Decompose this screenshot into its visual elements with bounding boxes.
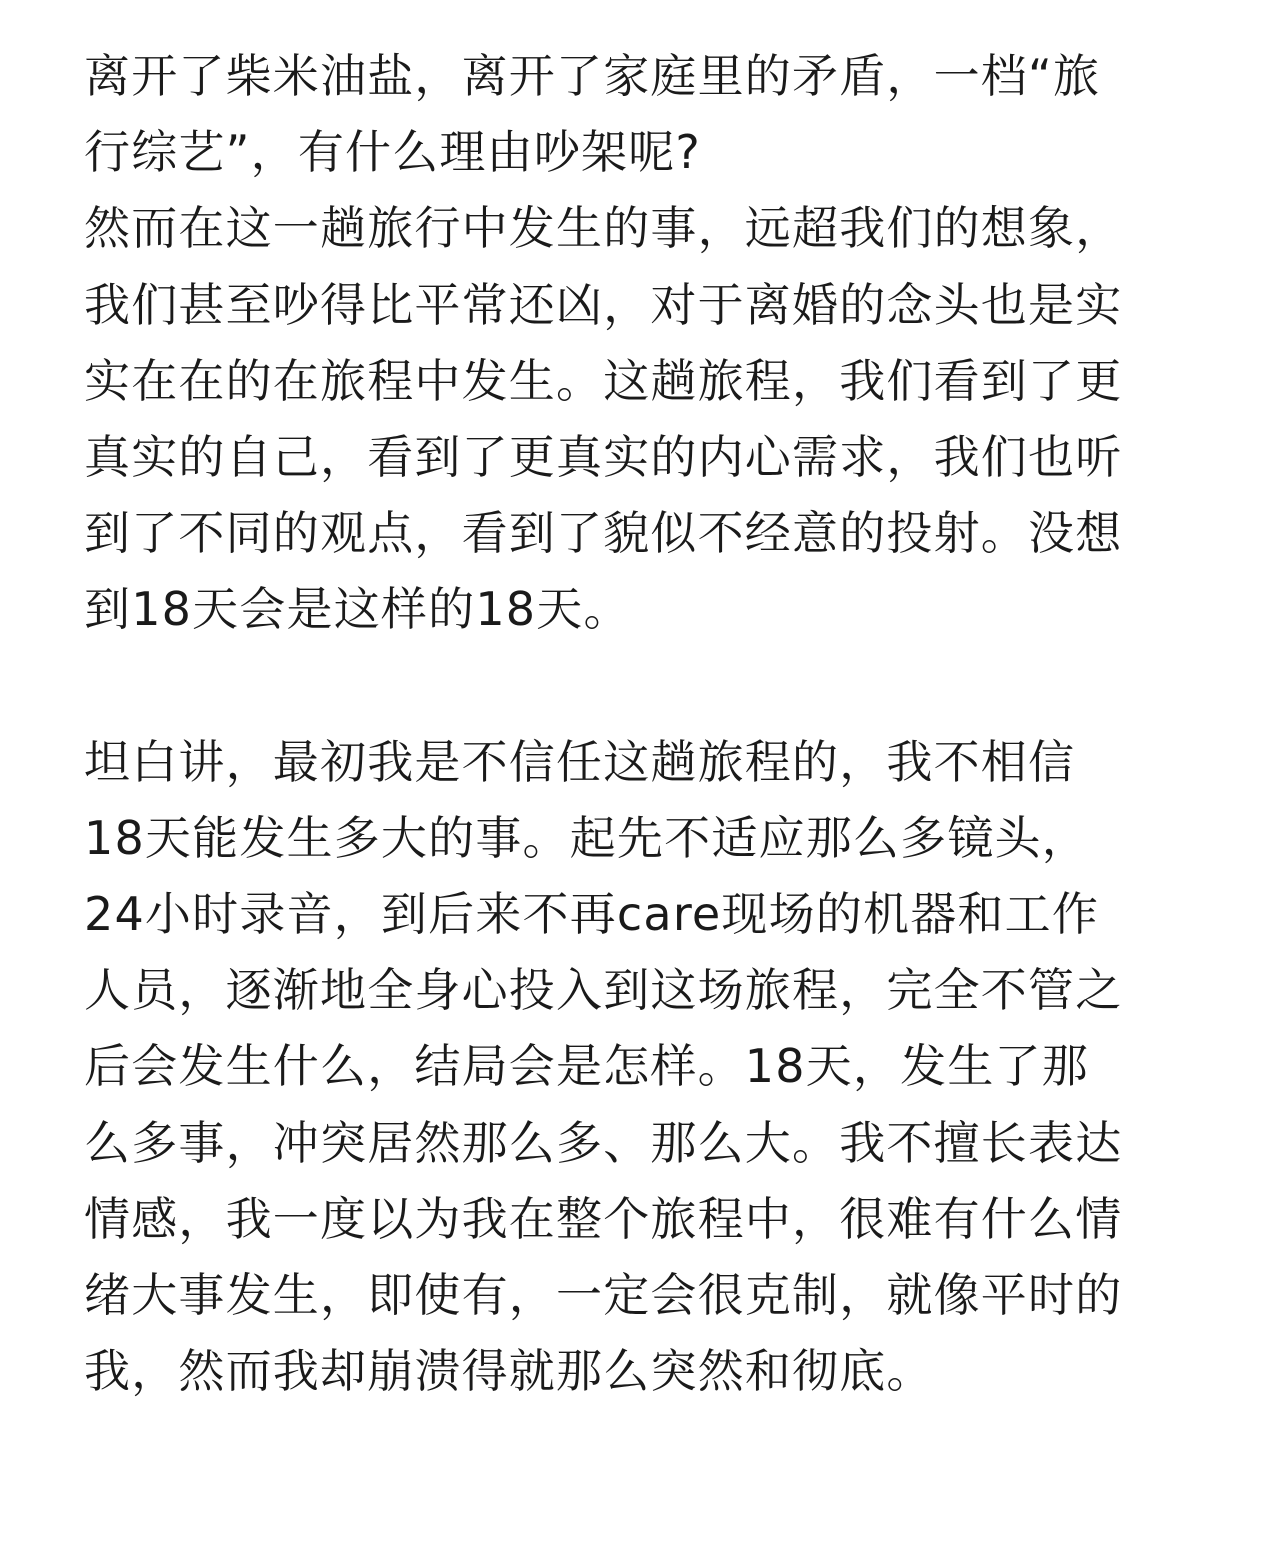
text-line: 18天能发生多大的事。起先不适应那么多镜头， [84, 810, 1089, 865]
text-line: 真实的自己，看到了更真实的内心需求，我们也听 [84, 429, 1123, 484]
text-line: 到18天会是这样的18天。 [84, 582, 631, 637]
text-line: 然而在这一趟旅行中发生的事，远超我们的想象， [84, 201, 1123, 256]
text-line: 坦白讲，最初我是不信任这趟旅程的，我不相信 [84, 734, 1076, 789]
text-line: 到了不同的观点，看到了貌似不经意的投射。没想 [84, 506, 1123, 561]
text-line: 实在在的在旅程中发生。这趟旅程，我们看到了更 [84, 353, 1123, 408]
text-line: 么多事，冲突居然那么多、那么大。我不擅长表达 [84, 1115, 1123, 1170]
text-line: 后会发生什么，结局会是怎样。18天，发生了那 [84, 1039, 1089, 1094]
text-line: 绪大事发生，即使有，一定会很克制，就像平时的 [84, 1268, 1123, 1322]
text-line: 人员，逐渐地全身心投入到这场旅程，完全不管之 [84, 963, 1123, 1018]
text-line: 24小时录音，到后来不再care现场的机器和工作 [84, 887, 1100, 942]
text-line: 情感，我一度以为我在整个旅程中，很难有什么情 [84, 1191, 1123, 1246]
text-line: 我们甚至吵得比平常还凶，对于离婚的念头也是实 [84, 277, 1123, 332]
text-line: 行综艺”，有什么理由吵架呢? [84, 125, 702, 180]
paragraph-2 [84, 724, 1194, 1410]
text-line: 离开了柴米油盐，离开了家庭里的矛盾，一档“旅 [84, 49, 1101, 103]
paragraph-1 [84, 38, 1194, 648]
paragraph-spacer [84, 648, 1194, 724]
text-line: 我，然而我却崩溃得就那么突然和彻底。 [84, 1344, 934, 1399]
article-body [84, 38, 1194, 1409]
